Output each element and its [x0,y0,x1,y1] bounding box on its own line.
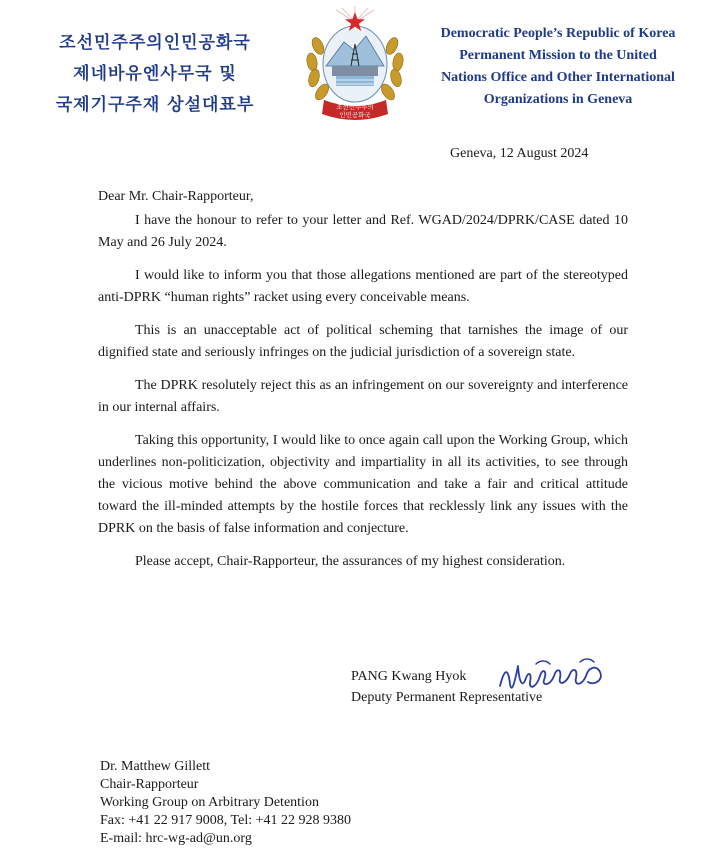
national-emblem-icon [296,6,414,124]
recipient-role: Chair-Rapporteur [100,777,199,792]
paragraph-2: I would like to inform you that those allegations mentioned are part of the stereotyped anti-DPRK “human rights” racket using every conceivable means. [98,268,628,305]
paragraph-1: I have the honour to refer to your letter and Ref. WGAD/2024/DPRK/CASE dated 10 May and 26 July 2024. [98,213,628,250]
korean-line-3: 국제기구주재 상설대표부 [55,95,255,115]
english-line-4: Organizations in Geneva [483,92,633,107]
letter-date: Geneva, 12 August 2024 [450,146,589,161]
paragraph-4: The DPRK resolutely reject this as an infringement on our sovereignty and interference in our internal affairs. [98,378,628,415]
english-line-3: Nations Office and Other International [441,70,675,85]
english-line-2: Permanent Mission to the United [459,48,657,63]
recipient-block [100,758,351,848]
signer-title: Deputy Permanent Representative [351,690,543,705]
recipient-organization: Working Group on Arbitrary Detention [100,795,319,810]
signer-name: PANG Kwang Hyok [351,669,467,684]
recipient-name: Dr. Matthew Gillett [100,759,211,774]
recipient-email: E-mail: hrc-wg-ad@un.org [100,831,252,846]
paragraph-5: Taking this opportunity, I would like to once again call upon the Working Group, which underlines non-politicization, objectivity and impartiality in all its activities, to see through the vicious motive behind the above communication and take a fair and critical attitude toward the ill-minded attempts by the hostile forces that recklessly link any issues with the DPRK on the basis of false information and conjecture. [98,433,628,536]
paragraph-3: This is an unacceptable act of political scheming that tarnishes the image of our dignified state and seriously infringes on the judicial jurisdiction of a sovereign state. [98,323,628,360]
english-header [424,23,692,111]
paragraph-6: Please accept, Chair-Rapporteur, the assurances of my highest consideration. [135,554,566,569]
korean-header [30,28,280,121]
emblem-ribbon-line-1: 조선민주주의 [336,103,374,111]
emblem-ribbon-line-2: 인민공화국 [339,111,371,119]
salutation: Dear Mr. Chair-Rapporteur, [98,189,254,204]
english-line-1: Democratic People’s Republic of Korea [440,26,676,41]
handwritten-signature [496,656,614,702]
letter-body [98,186,628,584]
korean-line-1: 조선민주주의인민공화국 [59,33,251,53]
korean-line-2: 제네바유엔사무국 및 [73,64,237,84]
recipient-contact: Fax: +41 22 917 9008, Tel: +41 22 928 9380 [100,813,351,828]
